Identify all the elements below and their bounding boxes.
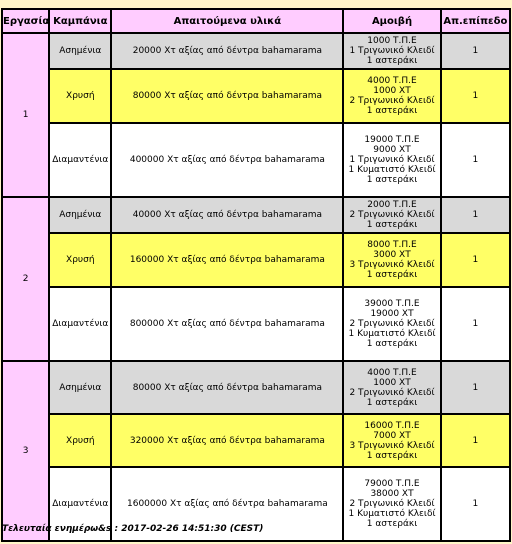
campaign-cell: Ασημένια bbox=[50, 198, 110, 232]
reward-line: 38000 ΧΤ bbox=[370, 489, 414, 499]
campaign-cell: Χρυσή bbox=[50, 415, 110, 466]
header-materials: Απαιτούμενα υλικά bbox=[112, 10, 342, 32]
level-cell: 1 bbox=[442, 415, 509, 466]
reward-line: 19000 Τ.Π.Ε bbox=[364, 135, 420, 145]
materials-cell: 80000 Χτ αξίας από δέντρα bahamarama bbox=[112, 362, 342, 413]
header-reward: Αμοιβή bbox=[344, 10, 439, 32]
level-cell: 1 bbox=[442, 362, 509, 413]
table-body bbox=[3, 34, 509, 540]
reward-line: 1 Τριγωνικό Κλειδί bbox=[349, 46, 435, 56]
table-row bbox=[3, 415, 509, 466]
task-number: 2 bbox=[3, 198, 48, 360]
campaign-table bbox=[1, 8, 511, 542]
table-row bbox=[3, 234, 509, 286]
campaign-cell: Χρυσή bbox=[50, 234, 110, 286]
reward-line: 1000 ΧΤ bbox=[373, 377, 411, 388]
table-row bbox=[3, 70, 509, 122]
reward-line: 1 αστεράκι bbox=[366, 450, 418, 461]
level-cell: 1 bbox=[442, 234, 509, 286]
reward-line: 79000 Τ.Π.Ε bbox=[364, 479, 420, 489]
reward-line: 3 Τριγωνικό Κλειδί bbox=[349, 440, 435, 451]
materials-cell: 80000 Χτ αξίας από δέντρα bahamarama bbox=[112, 70, 342, 122]
materials-cell: 1600000 Χτ αξίας από δέντρα bahamarama bbox=[112, 468, 342, 540]
reward-cell bbox=[344, 124, 439, 196]
campaign-cell: Ασημένια bbox=[50, 362, 110, 413]
materials-cell: 400000 Χτ αξίας από δέντρα bahamarama bbox=[112, 124, 342, 196]
campaign-cell: Διαμαντένια bbox=[50, 124, 110, 196]
reward-line: 1 αστεράκι bbox=[366, 56, 418, 66]
table-row bbox=[3, 124, 509, 196]
task-number: 3 bbox=[3, 362, 48, 540]
level-cell: 1 bbox=[442, 288, 509, 360]
reward-cell bbox=[344, 234, 439, 286]
table-row bbox=[3, 198, 509, 232]
table-row bbox=[3, 34, 509, 68]
reward-line: 1 Τριγωνικό Κλειδί bbox=[349, 155, 435, 165]
materials-cell: 40000 Χτ αξίας από δέντρα bahamarama bbox=[112, 198, 342, 232]
level-cell: 1 bbox=[442, 70, 509, 122]
reward-cell bbox=[344, 198, 439, 232]
reward-line: 1 αστεράκι bbox=[366, 220, 418, 230]
header-task: Εργασία bbox=[3, 10, 48, 32]
table-row bbox=[3, 288, 509, 360]
level-cell: 1 bbox=[442, 198, 509, 232]
reward-line: 1 αστεράκι bbox=[366, 175, 418, 185]
header-campaign: Καμπάνια bbox=[50, 10, 110, 32]
reward-line: 7000 ΧΤ bbox=[373, 430, 411, 441]
table-header-row bbox=[3, 10, 509, 32]
materials-cell: 160000 Χτ αξίας από δέντρα bahamarama bbox=[112, 234, 342, 286]
reward-line: 39000 Τ.Π.Ε bbox=[364, 299, 420, 309]
reward-line: 1 αστεράκι bbox=[366, 106, 418, 116]
reward-line: 16000 Τ.Π.Ε bbox=[364, 420, 420, 431]
campaign-cell: Ασημένια bbox=[50, 34, 110, 68]
level-cell: 1 bbox=[442, 468, 509, 540]
reward-cell bbox=[344, 415, 439, 466]
reward-line: 4000 Τ.Π.Ε bbox=[367, 76, 417, 86]
materials-cell: 20000 Χτ αξίας από δέντρα bahamarama bbox=[112, 34, 342, 68]
reward-line: 2 Τριγωνικό Κλειδί bbox=[349, 499, 435, 509]
table-row bbox=[3, 362, 509, 413]
reward-line: 2 Τριγωνικό Κλειδί bbox=[349, 96, 435, 106]
level-cell: 1 bbox=[442, 124, 509, 196]
materials-cell: 320000 Χτ αξίας από δέντρα bahamarama bbox=[112, 415, 342, 466]
reward-cell bbox=[344, 468, 439, 540]
reward-line: 3 Τριγωνικό Κλειδί bbox=[349, 260, 435, 270]
reward-line: 1000 Τ.Π.Ε bbox=[367, 36, 417, 46]
reward-line: 3000 ΧΤ bbox=[373, 250, 411, 260]
reward-line: 1 Κυματιστό Κλειδί bbox=[348, 329, 436, 339]
reward-cell bbox=[344, 34, 439, 68]
reward-line: 1 αστεράκι bbox=[366, 339, 418, 349]
reward-line: 1 Κυματιστό Κλειδί bbox=[348, 509, 436, 519]
task-number: 1 bbox=[3, 34, 48, 196]
campaign-cell: Διαμαντένια bbox=[50, 288, 110, 360]
reward-cell bbox=[344, 288, 439, 360]
reward-line: 8000 Τ.Π.Ε bbox=[367, 240, 417, 250]
header-level: Απ.επίπεδο bbox=[442, 10, 509, 32]
reward-line: 2 Τριγωνικό Κλειδί bbox=[349, 210, 435, 220]
reward-cell bbox=[344, 70, 439, 122]
last-updated: Τελευταία ενημέρω&s : 2017-02-26 14:51:30 (CEST) bbox=[2, 524, 264, 534]
reward-line: 1 αστεράκι bbox=[366, 519, 418, 529]
campaign-cell: Διαμαντένια bbox=[50, 468, 110, 540]
reward-line: 19000 ΧΤ bbox=[370, 309, 414, 319]
reward-cell bbox=[344, 362, 439, 413]
campaign-cell: Χρυσή bbox=[50, 70, 110, 122]
reward-line: 9000 ΧΤ bbox=[373, 145, 411, 155]
reward-line: 2000 Τ.Π.Ε bbox=[367, 200, 417, 210]
reward-line: 2 Τριγωνικό Κλειδί bbox=[349, 319, 435, 329]
reward-line: 2 Τριγωνικό Κλειδί bbox=[349, 387, 435, 398]
reward-line: 4000 Τ.Π.Ε bbox=[367, 367, 417, 378]
reward-line: 1000 ΧΤ bbox=[373, 86, 411, 96]
reward-line: 1 Κυματιστό Κλειδί bbox=[348, 165, 436, 175]
level-cell: 1 bbox=[442, 34, 509, 68]
materials-cell: 800000 Χτ αξίας από δέντρα bahamarama bbox=[112, 288, 342, 360]
reward-line: 1 αστεράκι bbox=[366, 397, 418, 408]
reward-line: 1 αστεράκι bbox=[366, 270, 418, 280]
